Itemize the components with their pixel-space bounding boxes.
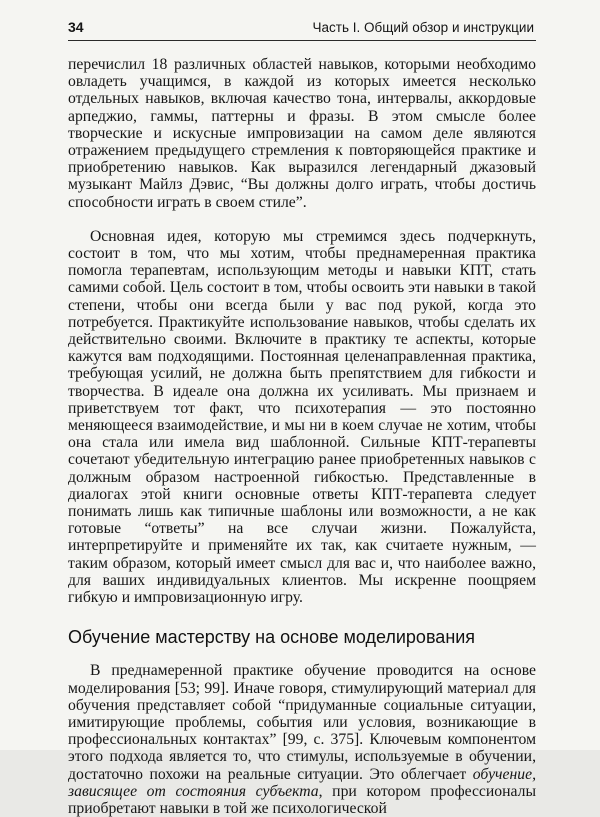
paragraph-simulation-tail: , при котором профессионалы приобретают навыки в той же психологической — [68, 782, 536, 817]
paragraph-simulation-text: В преднамеренной практике обучение проводится на основе моделирования [53; 99]. Иначе говоря, стимулирующий материал для обучения представляет собой “придуманные социальные ситуации, имитирующие проблемы, события или условия, возникающие в профессиональных контактах” [99, с. 375]. Ключевым компонентом этого подхода является то, что стимулы, используемые в обучении, достаточно похожи на реальные ситуации. Это облегчает — [68, 662, 536, 783]
paragraph-simulation — [68, 662, 536, 817]
page-number: 34 — [68, 19, 84, 35]
paragraph-simulation-italic: обучение, зависящее от состояния субъекта — [68, 765, 536, 800]
page-body — [68, 56, 536, 817]
section-heading: Обучение мастерству на основе моделирования — [68, 627, 476, 648]
running-title: Часть I. Общий обзор и инструкции — [312, 20, 534, 35]
paragraph-main-idea: Основная идея, которую мы стремимся здесь подчеркнуть, состоит в том, что мы хотим, чтобы преднамеренная практика помогла терапевтам, использующим методы и навыки КПТ, стать самими собой. Цель состоит в том, чтобы освоить эти навыки в такой степени, чтобы они всегда были у вас под рукой, когда это потребуется. Практикуйте использование навыков, чтобы сделать их действительно своими. Включите в практику те аспекты, которые кажутся вам подходящими. Постоянная целенаправленная практика, требующая усилий, не должна быть препятствием для гибкости и творчества. В идеале она должна их усиливать. Мы признаем и приветствуем тот факт, что психотерапия — это постоянно меняющееся взаимодействие, и мы ни в коем случае не хотим, чтобы она стала или имела вид шаблонной. Сильные КПТ-терапевты сочетают убедительную интеграцию ранее приобретенных навыков с должным образом настроенной гибкостью. Представленные в диалогах этой книги основные ответы КПТ-терапевта следует понимать лишь как типичные шаблоны или возможности, а не как готовые “ответы” на все случаи жизни. Пожалуйста, интерпретируйте и применяйте их так, как считаете нужным, — таким образом, который имеет смысл для вас и, что наиболее важно, для ваших индивидуальных клиентов. Мы искренне поощряем гибкую и импровизационную игру. — [68, 227, 536, 607]
paragraph-continued: перечислил 18 различных областей навыков, которыми необходимо овладеть учащимся, в каждой из которых имеется несколько отдельных навыков, включая качество тона, интервалы, аккордовые арпеджио, гаммы, паттерны и фразы. В этом смысле более творческие и искусные импровизации на самом деле являются отражением предыдущего стремления к повторяющейся практике и приобретению навыков. Как выразился легендарный джазовый музыкант Майлз Дэвис, “Вы должны долго играть, чтобы достичь способности играть в своем стиле”. — [68, 56, 536, 211]
running-header — [68, 16, 536, 41]
